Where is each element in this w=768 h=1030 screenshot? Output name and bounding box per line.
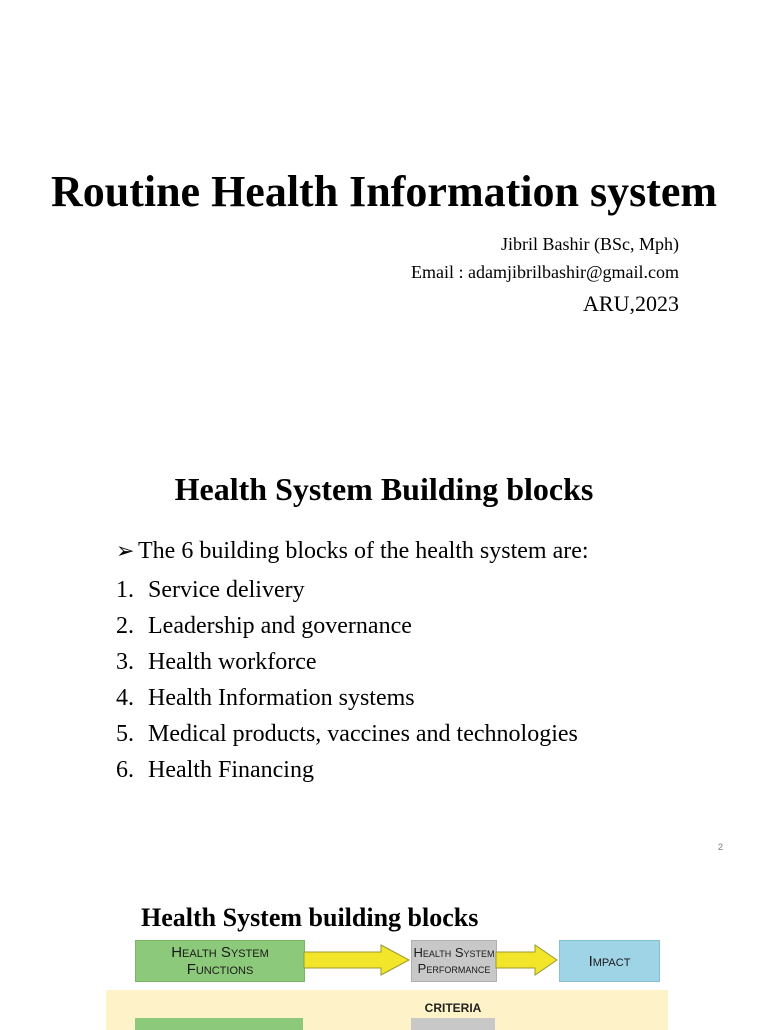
impact-box [559,940,660,982]
framework-slide [0,860,768,1024]
list-item-label: Health workforce [148,649,317,675]
functions-box [135,940,305,982]
list-item [116,608,578,644]
list-item-number: 3. [116,649,134,675]
author-email: Email : adamjibrilbashir@gmail.com [410,262,679,282]
criteria-label: CRITERIA [424,1001,482,1015]
title-slide [0,0,768,420]
lead-text: The 6 building blocks of the health system are: [138,538,589,564]
list-item-label: Health Information systems [148,685,415,711]
functions-label: Health System Functions [171,944,269,978]
list-item [116,716,578,752]
impact-label: Impact [588,952,631,970]
performance-row-box [411,1018,495,1030]
affiliation-year: ARU,2023 [583,291,679,316]
page-number: 2 [718,842,724,852]
list-item-label: Health Financing [148,757,314,783]
list-item-number: 4. [116,685,134,711]
author-name: Jibril Bashir (BSc, Mph) [501,234,679,254]
list-item [116,572,578,608]
right-arrow-icon [303,944,411,976]
arrow-bullet-icon: ➢ [116,538,135,563]
building-blocks-slide [0,420,768,860]
list-item-number: 5. [116,721,134,747]
functions-row-box [135,1018,303,1030]
list-item-label: Medical products, vaccines and technologies [148,721,578,747]
performance-label-line2: Performance [417,961,491,976]
list-item-number: 2. [116,613,134,639]
list-item [116,680,578,716]
list-item [116,752,578,788]
list-item [116,644,578,680]
building-blocks-list [116,572,578,788]
performance-label-line1: Health System [413,945,495,960]
list-item-number: 6. [116,757,134,783]
performance-box [411,940,497,982]
presentation-title: Routine Health Information system [50,167,718,216]
list-item-label: Service delivery [148,577,305,603]
list-item-label: Leadership and governance [148,613,412,639]
right-arrow-icon [495,944,559,976]
list-item-number: 1. [116,577,134,603]
slide-title: Health System building blocks [141,903,479,932]
slide-title: Health System Building blocks [174,471,594,507]
lead-bullet [116,536,589,566]
